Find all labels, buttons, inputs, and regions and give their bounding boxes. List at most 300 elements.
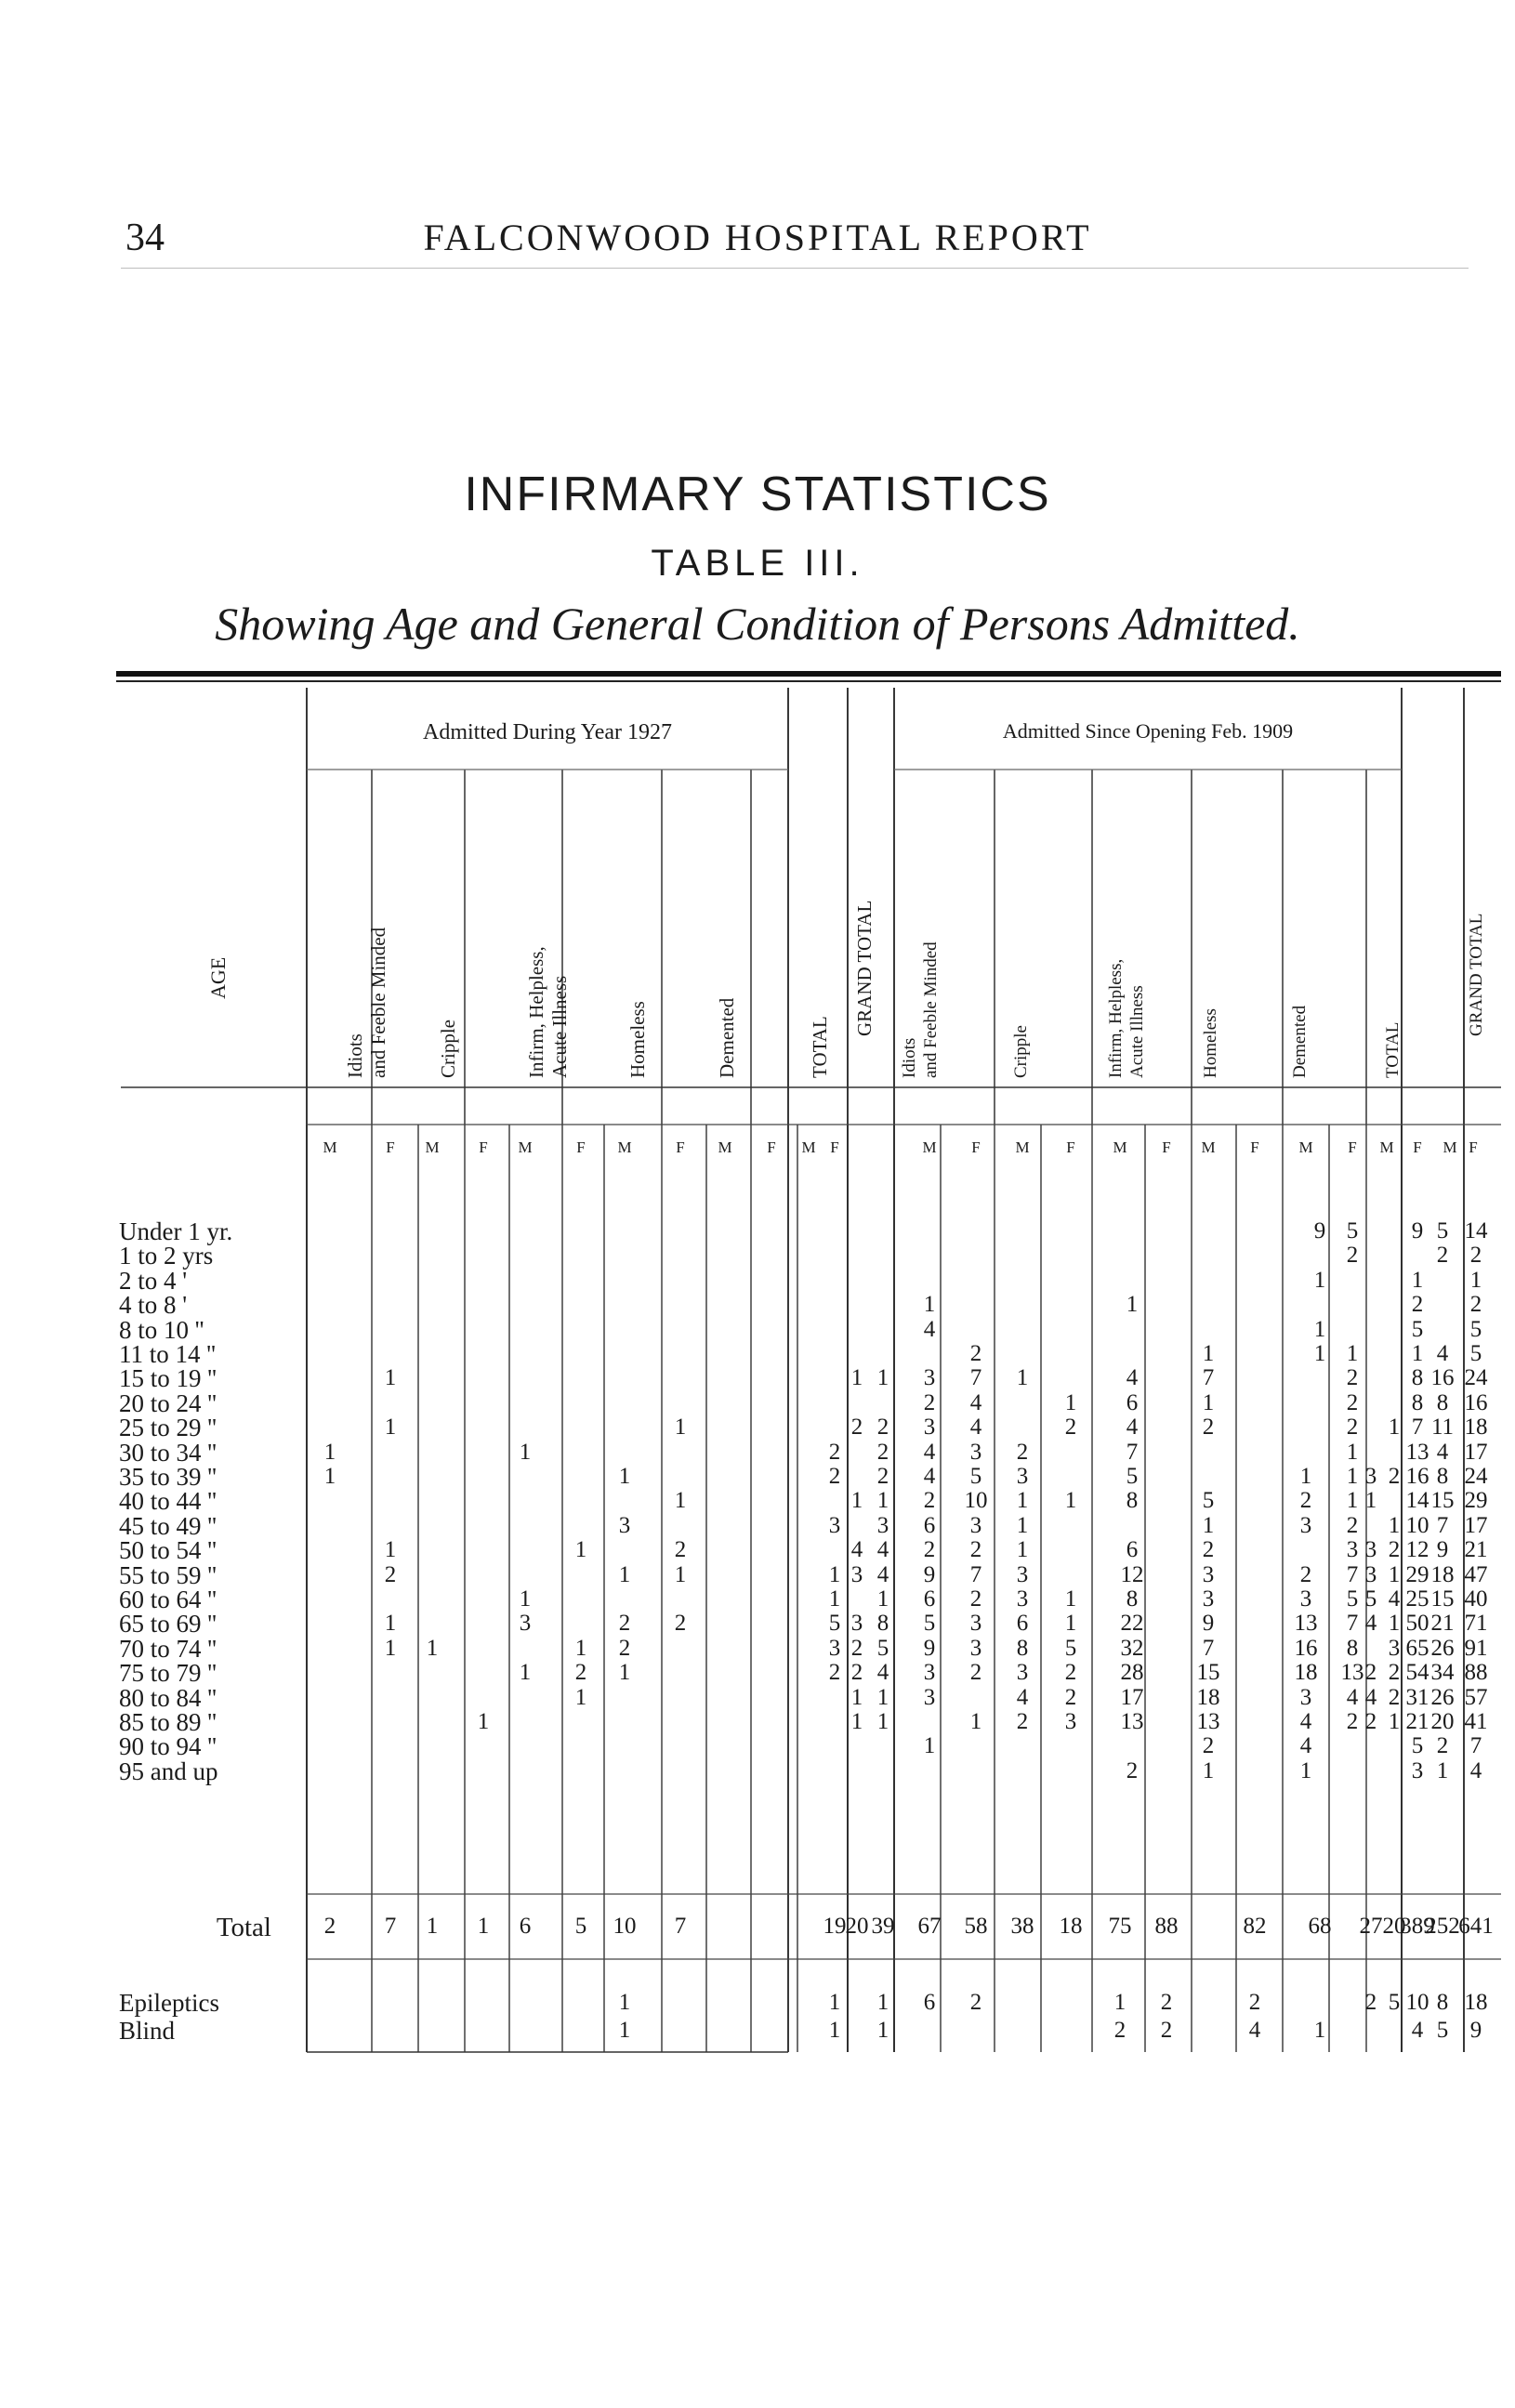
table-cell: 4 [923,1316,936,1342]
table-cell: 2 [969,1586,982,1612]
table-cell: 5 [923,1611,936,1637]
table-cell: 71 [1464,1611,1488,1637]
extra-row-cell: 1 [618,1990,631,2015]
table-cell: 1 [1016,1537,1029,1563]
extra-row-cell: 8 [1436,1990,1449,2015]
table-cell: 1 [384,1611,397,1637]
table-cell: 3 [923,1684,936,1710]
table-cell: 1 [1016,1365,1029,1391]
table-cell: 3 [828,1512,841,1538]
sex-header-m: M [922,1138,937,1156]
table-cell: 1 [384,1537,397,1563]
table-cell: 3 [969,1635,982,1661]
table-cell: 6 [923,1512,936,1538]
sex-header-f: F [971,1138,981,1156]
table-cell: 17 [1464,1512,1488,1538]
total-cell: 5 [574,1914,587,1939]
table-cell: 7 [1346,1611,1359,1637]
table-cell: 8 [876,1611,889,1637]
table-cell: 18 [1430,1561,1455,1587]
table-cell: 2 [969,1660,982,1686]
table-cell: 16 [1294,1635,1318,1661]
extra-row-cell: 2 [969,1990,982,2015]
age-label: 45 to 49 '' [119,1511,217,1540]
table-cell: 3 [1411,1757,1424,1783]
table-cell: 2 [828,1439,841,1465]
table-cell: 1 [1346,1488,1359,1514]
sex-header-f: F [479,1138,488,1156]
table-cell: 2 [1436,1733,1449,1759]
table-cell: 2 [1016,1709,1029,1734]
table-cell: 2 [674,1611,687,1637]
table-cell: 3 [519,1611,532,1637]
total-cell: 252 [1425,1914,1460,1939]
table-cell: 2 [1436,1243,1449,1269]
age-label: 80 to 84 '' [119,1683,217,1712]
table-cell: 2 [1388,1537,1401,1563]
table-cell: 2 [876,1464,889,1489]
table-cell: 1 [1202,1341,1215,1366]
table-cell: 12 [1120,1561,1144,1587]
table-cell: 50 [1405,1611,1429,1637]
age-label: 40 to 44 '' [119,1487,217,1516]
table-cell: 29 [1405,1561,1429,1587]
table-cell: 1 [1064,1611,1077,1637]
table-cell: 3 [1299,1684,1312,1710]
table-cell: 3 [923,1660,936,1686]
sex-header-m: M [1015,1138,1030,1156]
extra-row-cell: 10 [1405,1990,1429,2015]
age-label: 70 to 74 '' [119,1634,217,1663]
sex-header-f: F [1469,1138,1478,1156]
extra-row-cell: 2 [1364,1990,1377,2015]
table-cell: 2 [1346,1243,1359,1269]
table-cell: 11 [1430,1415,1455,1441]
table-cell: 8 [1126,1488,1139,1514]
age-label: 20 to 24 '' [119,1388,217,1417]
table-cell: 10 [1405,1512,1429,1538]
table-cell: 8 [1436,1389,1449,1415]
column-header-5: Demented [716,997,738,1078]
table-cell: 21 [1430,1611,1455,1637]
table-cell: 13 [1405,1439,1429,1465]
table-cell: 1 [618,1464,631,1489]
table-cell: 3 [969,1439,982,1465]
age-label: 55 to 59 '' [119,1560,217,1589]
table-cell: 13 [1294,1611,1318,1637]
sex-header-m: M [1298,1138,1313,1156]
table-number: TABLE III. [651,543,864,584]
table-cell: 31 [1405,1684,1429,1710]
column-header-since-1: Idiots and Feeble Minded [900,941,941,1078]
table-cell: 1 [1313,1267,1326,1293]
extra-row-cell: 1 [618,2018,631,2043]
table-cell: 1 [850,1684,863,1710]
table-cell: 1 [850,1709,863,1734]
table-cell: 3 [1016,1586,1029,1612]
table-cell: 1 [1346,1341,1359,1366]
table-cell: 22 [1120,1611,1144,1637]
age-label: 30 to 34 '' [119,1438,217,1467]
table-cell: 1 [923,1292,936,1318]
table-cell: 4 [1436,1439,1449,1465]
table-cell: 13 [1120,1709,1144,1734]
table-cell: 8 [1346,1635,1359,1661]
table-cell: 21 [1405,1709,1429,1734]
table-cell: 2 [876,1439,889,1465]
page-number: 34 [125,217,165,259]
table-cell: 7 [1346,1561,1359,1587]
table-cell: 2 [1469,1243,1482,1269]
table-cell: 1 [1064,1586,1077,1612]
table-cell: 5 [1411,1733,1424,1759]
sex-header-f: F [1162,1138,1171,1156]
table-cell: 29 [1464,1488,1488,1514]
total-cell: 82 [1243,1914,1267,1939]
table-cell: 1 [1388,1512,1401,1538]
table-cell: 1 [1411,1341,1424,1366]
age-label: 50 to 54 '' [119,1536,217,1565]
table-cell: 65 [1405,1635,1429,1661]
age-label: 35 to 39 '' [119,1463,217,1491]
table-cell: 5 [969,1464,982,1489]
column-header-since-3: Infirm, Helpless, Acute Illness [1106,958,1147,1078]
table-cell: 2 [1346,1365,1359,1391]
table-cell: 1 [1299,1464,1312,1489]
table-cell: 2 [1202,1733,1215,1759]
age-label: 4 to 8 ' [119,1291,188,1320]
table-cell: 1 [384,1365,397,1391]
table-cell: 3 [1202,1561,1215,1587]
table-cell: 9 [1202,1611,1215,1637]
table-cell: 1 [1388,1415,1401,1441]
table-cell: 4 [876,1660,889,1686]
table-cell: 24 [1464,1365,1488,1391]
column-header-since-6: TOTAL [1383,1021,1403,1078]
age-label: Under 1 yr. [119,1217,233,1245]
table-cell: 13 [1340,1660,1364,1686]
extra-row-label: Epileptics [119,1989,219,2017]
table-cell: 40 [1464,1586,1488,1612]
sex-header-m: M [718,1138,732,1156]
sex-header-m: M [323,1138,337,1156]
table-cell: 1 [426,1635,439,1661]
table-cell: 9 [923,1561,936,1587]
sex-header-f: F [576,1138,586,1156]
table-cell: 16 [1405,1464,1429,1489]
sex-header-f: F [1413,1138,1422,1156]
sex-header-f: F [386,1138,395,1156]
column-header-since-2: Cripple [1011,1025,1031,1078]
table-cell: 2 [384,1561,397,1587]
table-cell: 1 [574,1684,587,1710]
table-cell: 2 [618,1635,631,1661]
table-cell: 3 [850,1611,863,1637]
table-cell: 2 [1202,1415,1215,1441]
table-cell: 2 [923,1488,936,1514]
sex-header-m: M [617,1138,632,1156]
table-cell: 7 [1436,1512,1449,1538]
table-cell: 2 [1388,1660,1401,1686]
table-cell: 9 [1436,1537,1449,1563]
extra-row-cell: 2 [1160,2018,1173,2043]
table-cell: 15 [1196,1660,1220,1686]
total-cell: 20 [845,1914,869,1939]
total-cell: 20 [1382,1914,1406,1939]
table-cell: 2 [1346,1389,1359,1415]
table-cell: 1 [1364,1488,1377,1514]
table-cell: 4 [1299,1709,1312,1734]
total-cell: 6 [519,1914,532,1939]
table-cell: 47 [1464,1561,1488,1587]
table-cell: 1 [1388,1561,1401,1587]
table-cell: 1 [876,1684,889,1710]
sex-header-f: F [1348,1138,1357,1156]
table-cell: 12 [1405,1537,1429,1563]
table-cell: 1 [1064,1389,1077,1415]
table-cell: 20 [1430,1709,1455,1734]
table-cell: 2 [1299,1561,1312,1587]
table-cell: 6 [1126,1537,1139,1563]
table-cell: 4 [1469,1757,1482,1783]
table-cell: 1 [618,1561,631,1587]
table-cell: 1 [384,1635,397,1661]
table-cell: 88 [1464,1660,1488,1686]
sex-header-m: M [518,1138,533,1156]
table-cell: 2 [1126,1757,1139,1783]
total-cell: 1 [477,1914,490,1939]
table-cell: 4 [876,1561,889,1587]
total-cell: 7 [674,1914,687,1939]
sex-header-f: F [1250,1138,1259,1156]
age-label: 85 to 89 '' [119,1708,217,1736]
table-cell: 1 [323,1464,336,1489]
age-header: AGE [206,956,230,999]
extra-row-cell: 1 [828,2018,841,2043]
table-cell: 91 [1464,1635,1488,1661]
table-cell: 2 [1346,1709,1359,1734]
extra-row-cell: 6 [923,1990,936,2015]
total-cell: 10 [613,1914,637,1939]
sex-header-f: F [830,1138,839,1156]
table-cell: 1 [384,1415,397,1441]
table-cell: 3 [1388,1635,1401,1661]
table-cell: 4 [850,1537,863,1563]
table-cell: 1 [674,1415,687,1441]
total-cell: 58 [964,1914,988,1939]
table-cell: 4 [1016,1684,1029,1710]
table-cell: 2 [828,1464,841,1489]
table-cell: 54 [1405,1660,1429,1686]
extra-row-cell: 1 [876,1990,889,2015]
table-cell: 1 [1469,1267,1482,1293]
table-cell: 1 [519,1586,532,1612]
table-cell: 3 [1364,1537,1377,1563]
table-cell: 28 [1120,1660,1144,1686]
table-cell: 1 [1436,1757,1449,1783]
age-label: 60 to 64 '' [119,1586,217,1613]
table-cell: 2 [574,1660,587,1686]
page-title: INFIRMARY STATISTICS [464,467,1051,521]
table-cell: 1 [1388,1611,1401,1637]
table-cell: 10 [964,1488,988,1514]
extra-row-cell: 1 [1313,2018,1326,2043]
table-cell: 5 [876,1635,889,1661]
table-cell: 1 [1313,1316,1326,1342]
table-cell: 3 [618,1512,631,1538]
total-cell: 27 [1359,1914,1383,1939]
table-cell: 1 [876,1586,889,1612]
column-header-4: Homeless [626,1001,649,1078]
table-cell: 2 [1064,1660,1077,1686]
table-cell: 3 [850,1561,863,1587]
table-cell: 1 [1313,1341,1326,1366]
sex-header-f: F [1066,1138,1075,1156]
table-cell: 9 [923,1635,936,1661]
total-cell: 88 [1154,1914,1179,1939]
table-cell: 1 [1202,1389,1215,1415]
table-cell: 2 [1016,1439,1029,1465]
extra-row-cell: 1 [876,2018,889,2043]
table-cell: 2 [1388,1684,1401,1710]
extra-row-cell: 5 [1436,2018,1449,2043]
table-cell: 4 [1364,1684,1377,1710]
table-cell: 2 [850,1415,863,1441]
table-cell: 3 [1202,1586,1215,1612]
total-cell: 7 [384,1914,397,1939]
table-cell: 1 [1346,1439,1359,1465]
table-cell: 17 [1120,1684,1144,1710]
running-head: FALCONWOOD HOSPITAL REPORT [423,217,1092,258]
total-cell: 68 [1308,1914,1332,1939]
table-cell: 5 [1469,1316,1482,1342]
table-cell: 1 [828,1586,841,1612]
table-cell: 8 [1126,1586,1139,1612]
table-cell: 24 [1464,1464,1488,1489]
total-cell: 19 [823,1914,847,1939]
table-cell: 3 [969,1611,982,1637]
table-cell: 1 [519,1660,532,1686]
total-cell: 39 [871,1914,895,1939]
table-cell: 1 [1299,1757,1312,1783]
table-cell: 25 [1405,1586,1429,1612]
sex-header-m: M [425,1138,440,1156]
group-header-since-1909: Admitted Since Opening Feb. 1909 [1002,719,1294,743]
total-cell: 75 [1108,1914,1132,1939]
table-cell: 15 [1430,1586,1455,1612]
table-cell: 1 [923,1733,936,1759]
table-cell: 2 [969,1341,982,1366]
table-cell: 4 [1299,1733,1312,1759]
table-cell: 7 [1202,1635,1215,1661]
table-cell: 34 [1430,1660,1455,1686]
table-cell: 1 [323,1439,336,1465]
table-cell: 2 [1411,1292,1424,1318]
table-cell: 2 [1064,1684,1077,1710]
table-cell: 5 [1126,1464,1139,1489]
table-cell: 1 [574,1635,587,1661]
table-cell: 1 [1346,1464,1359,1489]
table-cell: 2 [923,1537,936,1563]
table-cell: 1 [828,1561,841,1587]
table-cell: 1 [850,1365,863,1391]
table-cell: 6 [1126,1389,1139,1415]
table-cell: 1 [876,1365,889,1391]
table-cell: 1 [1064,1488,1077,1514]
table-cell: 1 [618,1660,631,1686]
table-cell: 3 [1364,1464,1377,1489]
table-cell: 2 [1346,1415,1359,1441]
extra-row-cell: 4 [1411,2018,1424,2043]
column-header-6: TOTAL [809,1016,831,1078]
table-cell: 8 [1436,1464,1449,1489]
table-cell: 7 [1469,1733,1482,1759]
table-cell: 9 [1411,1218,1424,1243]
table-cell: 7 [969,1561,982,1587]
table-cell: 3 [1016,1561,1029,1587]
table-cell: 14 [1464,1218,1488,1243]
column-header-since-5: Demented [1290,1005,1310,1078]
table-cell: 2 [1064,1415,1077,1441]
column-header-1: Idiots and Feeble Minded [344,927,390,1078]
table-cell: 3 [1016,1660,1029,1686]
total-label: Total [216,1913,271,1942]
table-cell: 4 [1346,1684,1359,1710]
sex-header-m: M [1201,1138,1216,1156]
age-label: 75 to 79 '' [119,1659,217,1688]
sex-header-m: M [1113,1138,1127,1156]
table-cell: 3 [1064,1709,1077,1734]
extra-row-cell: 4 [1248,2018,1261,2043]
table-cell: 2 [828,1660,841,1686]
table-cell: 1 [674,1561,687,1587]
table-cell: 2 [850,1635,863,1661]
table-cell: 1 [519,1439,532,1465]
table-cell: 9 [1313,1218,1326,1243]
extra-row-cell: 1 [828,1990,841,2015]
table-cell: 7 [1202,1365,1215,1391]
table-cell: 4 [923,1439,936,1465]
table-cell: 1 [1016,1488,1029,1514]
table-cell: 57 [1464,1684,1488,1710]
age-label: 65 to 69 '' [119,1610,217,1638]
total-cell: 1 [426,1914,439,1939]
table-cell: 8 [1411,1365,1424,1391]
table-cell: 13 [1196,1709,1220,1734]
table-cell: 5 [1064,1635,1077,1661]
table-cell: 4 [876,1537,889,1563]
table-cell: 4 [969,1415,982,1441]
table-cell: 3 [1299,1586,1312,1612]
table-cell: 18 [1464,1415,1488,1441]
table-cell: 3 [1346,1537,1359,1563]
table-cell: 1 [876,1488,889,1514]
table-cell: 3 [1016,1464,1029,1489]
table-cell: 3 [876,1512,889,1538]
extra-row-cell: 9 [1469,2018,1482,2043]
table-cell: 1 [850,1488,863,1514]
table-cell: 5 [828,1611,841,1637]
table-cell: 16 [1430,1365,1455,1391]
table-cell: 5 [1411,1316,1424,1342]
table-cell: 1 [477,1709,490,1734]
table-cell: 7 [969,1365,982,1391]
table-cell: 3 [828,1635,841,1661]
table-cell: 4 [923,1464,936,1489]
table-cell: 8 [1411,1389,1424,1415]
sex-header-m: M [1443,1138,1457,1156]
table-cell: 6 [1016,1611,1029,1637]
